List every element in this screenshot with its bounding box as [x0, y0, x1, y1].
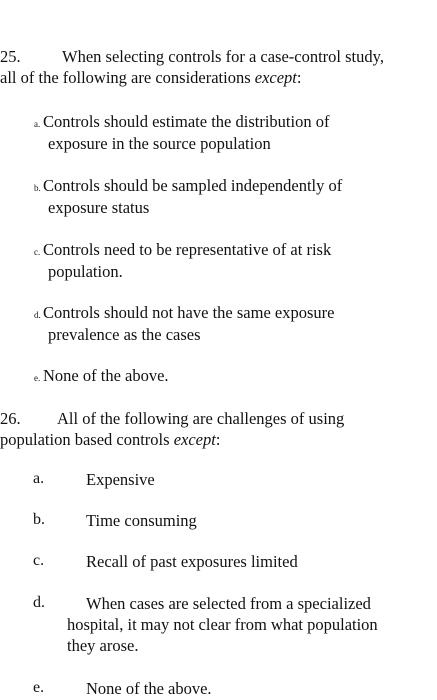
- question-25-option-a[interactable]: [34, 112, 414, 154]
- option-text-line1: Expensive: [86, 470, 155, 489]
- option-text-line1: Recall of past exposures limited: [86, 552, 298, 571]
- option-text-line2: population.: [48, 262, 123, 281]
- question-26-option-c-letter: c.: [33, 552, 45, 569]
- option-text-line1: Time consuming: [86, 511, 197, 530]
- question-26-except: except: [173, 430, 216, 449]
- question-26-colon: :: [215, 430, 221, 449]
- question-26-option-e[interactable]: [86, 678, 212, 699]
- option-text-line1: Controls need to be representative of at risk: [43, 240, 332, 259]
- option-letter: b.: [34, 183, 41, 193]
- option-text-line1: When cases are selected from a specialized: [86, 594, 371, 613]
- option-letter: e.: [34, 373, 41, 383]
- question-26-option-e-letter: e.: [33, 679, 45, 696]
- question-26-stem-line1: All of the following are challenges of using: [57, 409, 345, 428]
- question-25-stem-line1: When selecting controls for a case-control study,: [62, 47, 384, 66]
- question-25-number: 25.: [0, 47, 21, 66]
- option-text-line1: None of the above.: [86, 679, 212, 698]
- question-25-except: except: [254, 68, 297, 87]
- question-26-option-a-letter: a.: [33, 470, 45, 487]
- question-25-stem-line2: all of the following are considerations: [0, 68, 255, 87]
- option-text-line1: Controls should be sampled independently of: [43, 176, 343, 195]
- option-text-line1: Controls should estimate the distribution of: [43, 112, 330, 131]
- question-25-option-c[interactable]: [34, 240, 414, 282]
- option-text-line2: prevalence as the cases: [48, 325, 201, 344]
- option-letter: d.: [34, 310, 41, 320]
- question-25-stem: [0, 46, 432, 88]
- question-26-stem-line2: population based controls: [0, 430, 174, 449]
- question-26-option-d-letter: d.: [33, 594, 45, 611]
- option-text-line2: exposure status: [48, 198, 150, 217]
- option-text-line2: exposure in the source population: [48, 134, 271, 153]
- question-26-option-d[interactable]: [86, 593, 426, 614]
- question-26-option-a[interactable]: [86, 469, 155, 490]
- question-26-option-d-continued: [67, 614, 427, 656]
- question-26-option-b[interactable]: [86, 510, 197, 531]
- question-25-colon: :: [296, 68, 302, 87]
- question-26-option-b-letter: b.: [33, 511, 45, 528]
- option-text-line1: Controls should not have the same exposure: [43, 303, 335, 322]
- option-text-line3: they arose.: [67, 636, 139, 655]
- question-26-number: 26.: [0, 409, 21, 428]
- question-25-option-b[interactable]: [34, 176, 414, 218]
- option-text-line1: None of the above.: [43, 366, 169, 385]
- option-letter: c.: [34, 247, 41, 257]
- question-25-option-e[interactable]: [34, 366, 414, 388]
- question-25-option-d[interactable]: [34, 303, 414, 345]
- question-26-stem: [0, 408, 432, 450]
- option-text-line2: hospital, it may not clear from what population: [67, 615, 378, 634]
- option-letter: a.: [34, 119, 41, 129]
- question-26-option-c[interactable]: [86, 551, 298, 572]
